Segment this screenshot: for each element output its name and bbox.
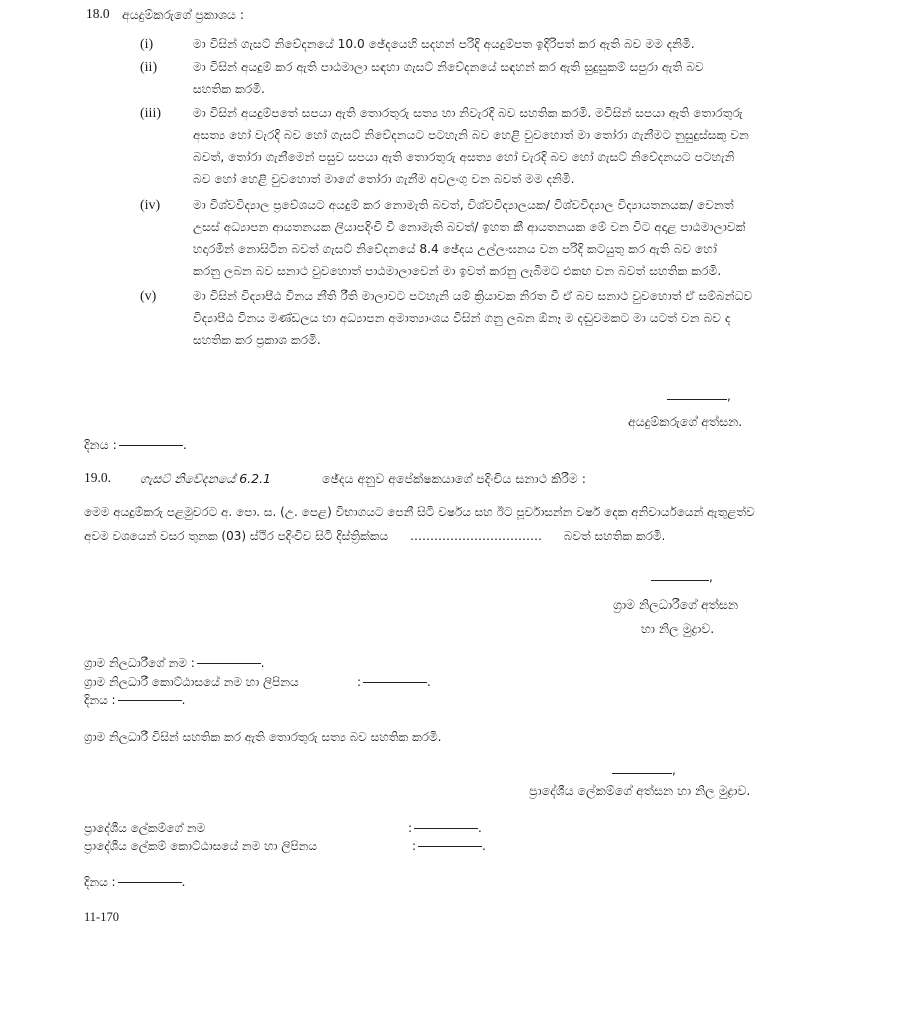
item-v-text [193,285,811,351]
residence-body-line-1: මෙම අයදුම්කරු පළමුවරට අ. පො. ස. (උ. පෙළ) විභාගයට පෙනී සිටි වර්ෂය සහ ඊට පූර්වාසන්න වර්ෂ දෙක අනිවාර්යයෙන් ඇතුළත්ව [84,505,755,519]
ds-name-field: : . [408,821,482,835]
district-blank-dots: …………………………… [409,529,542,543]
item-v-line-3: සහතික කර ප්‍රකාශ කරමි. [193,333,321,347]
item-i-line-1: මා විසින් ගැසට් නිවේදනයේ 10.0 ඡේදයෙහි සදහන් පරිදි අයදුම්පත ඉදිරිපත් කර ඇති බව මම දනිමි. [193,37,695,51]
ds-signature-line [612,773,672,774]
gn-signature-caption-1: ග්‍රාම නිලධාරීගේ අත්සන [613,597,739,612]
certify-line: ග්‍රාම නිලධාරී විසින් සහතික කර ඇති තොරතුරු සත්‍ය බව සහතික කරමි. [84,730,442,744]
ds-office-label: ප්‍රාදේශීය ලේකම් කොට්ඨාසයේ නම හා ලිපිනය [84,839,317,853]
gn-name-label: ග්‍රාම නිලධාරීගේ නම : [84,656,195,670]
ds-date-label: දිනය : [84,875,116,889]
signature-comma: , [727,389,731,403]
item-ii-line-1: මා විසින් අයදුම් කර ඇති පාඨමාලා සඳහා ගැසට් නිවේදනයේ සඳහන් කර ඇති සුදුසුකම් සපුරා ඇති බව [193,60,704,74]
item-iv-line-1: මා විශ්වවිද්‍යාල ප්‍රවේශයට අයදුම් කර නොමැති බවත්, විශ්වවිද්‍යාලයක/ විශ්වවිද්‍යාල විද්‍යායතනයක/ වෙනත් [193,198,734,212]
gn-office-label: ග්‍රාම නිලධාරී කොට්ඨාසයේ නම හා ලිපිනය [84,675,299,689]
ds-signature-caption: ප්‍රාදේශීය ලේකම්ගේ අත්සන හා නිල මුද්‍රාව. [529,783,751,798]
item-iii-line-3: බවත්, තෝරා ගැනීමෙන් පසුව සපයා ඇති තොරතුරු අසත්‍ය හෝ වැරදි බව හෝ ගැසට් නිවේදනයට පටහැනි [193,150,735,164]
item-iv-line-4: කරනු ලබන බව සනාථ වුවහොත් පාඨමාලාවෙන් මා ඉවත් කරනු ලැබීමට එකඟ වන බවත් සහතික කරමි. [193,264,722,278]
item-v-numeral: (v) [140,289,157,304]
gn-office-colon: : [357,675,362,689]
gn-signature-line [651,580,709,581]
item-iii-line-2: අසත්‍ය හෝ වැරදි බව හෝ ගැසට් නිවේදනයට පටහැනි බව හෙළි වුවහොත් මා තෝරා ගැනීමට නුසුදුස්සකු වන [193,128,749,142]
gn-signature-caption-2: හා නිල මුද්‍රාව. [641,621,715,636]
ds-date-blank [118,882,182,883]
gn-signature-comma: , [709,570,713,584]
ds-name-colon: : [408,821,413,835]
ds-name-label: ප්‍රාදේශීය ලේකම්ගේ නම [84,821,206,835]
gn-office-blank [363,682,427,683]
item-iv-line-3: හදාරමින් නොසිටින බවත් ගැසට් නිවේදනයේ 8.4 ඡේදය උල්ලංඝනය වන පරිදි කටයුතු කර ඇති බව හෝ [193,242,717,256]
gn-date-field: දිනය : . [84,693,186,707]
footer-code: 11-170 [84,910,119,924]
date-label: දිනය : [84,437,117,452]
item-iii-numeral: (iii) [140,106,161,121]
applicant-signature-caption: අයදුම්කරුගේ අත්සන. [628,414,743,429]
item-iii-line-1: මා විසින් අයදුම්පතේ සපයා ඇති තොරතුරු සත්‍ය හා නිවැරදි බව සහතික කරමි. මවිසින් සපයා ඇති තොරතුරු [193,106,743,120]
applicant-signature-line [667,399,727,400]
item-iv-line-2: උසස් අධ්‍යාපන ආයතනයක ලියාපදිංචි වී නොමැති බවත්/ ඉහත කී ආයතනයක මේ වන විට අදාළ පාඨමාලාවක් [193,220,746,234]
section-18-number: 18.0 [86,6,110,21]
ds-signature-comma: , [672,763,676,777]
ds-office-colon: : [412,839,417,853]
item-i-text [193,33,811,55]
date-blank-line [119,445,183,446]
ds-office-blank [418,846,482,847]
item-iii-line-4: බව හෝ හෙළි වුවහොත් මාගේ තෝරා ගැනීම අවලංගු වන බවත් මම දනිමි. [193,172,575,186]
residence-line-2-text: අවම වශයෙන් වසර තුනක (03) ස්ථිර පදිංචිව සිටි දිස්ත්‍රික්කය [84,529,389,543]
gn-date-blank [118,700,182,701]
ds-date-field: දිනය : . [84,875,186,889]
ds-office-field: : . [412,839,486,853]
section-19-title-italic: ගැසට් නිවේදනයේ 6.2.1 [140,471,272,486]
gn-name-field: ග්‍රාම නිලධාරීගේ නම : . [84,656,265,670]
item-ii-numeral: (ii) [140,60,158,75]
section-18-heading: අයදුම්කරුගේ ප්‍රකාශය : [122,7,245,22]
item-iv-text [193,194,811,282]
gn-date-label: දිනය : [84,693,116,707]
section-18-date-field: දිනය : . [84,437,187,452]
item-ii-line-2: සහතික කරමි. [193,82,265,96]
gn-office-field: : . [357,675,431,689]
item-v-line-2: විද්‍යාපීඨ විනය මණ්ඩලය හා අධ්‍යාපන අමාත්‍යාංශය විසින් ගනු ලබන ඕනෑ ම දඬුවමකට මා යටත් වන බව ද [193,311,731,325]
item-v-line-1: මා විසින් විද්‍යාපීඨ විනය නීති රීති මාලාවට පටහැනි යම් ක්‍රියාවක නිරත වී ඒ බව සනාථ වුවහොත් ඒ සම්බන්ධව [193,289,753,303]
section-19-number: 19.0. [84,470,111,485]
residence-body-line-2 [84,529,665,544]
gn-name-blank [197,663,261,664]
item-iv-numeral: (iv) [140,198,161,213]
residence-line-2-end: බවත් සහතික කරමි. [563,529,666,543]
ds-name-blank [414,828,478,829]
item-iii-text [193,102,811,190]
item-ii-text [193,56,811,100]
section-19-title: ඡේදය අනුව අපේක්ෂකයාගේ පදිංචිය සනාථ කිරීම : [322,471,586,486]
item-i-numeral: (i) [140,37,154,52]
